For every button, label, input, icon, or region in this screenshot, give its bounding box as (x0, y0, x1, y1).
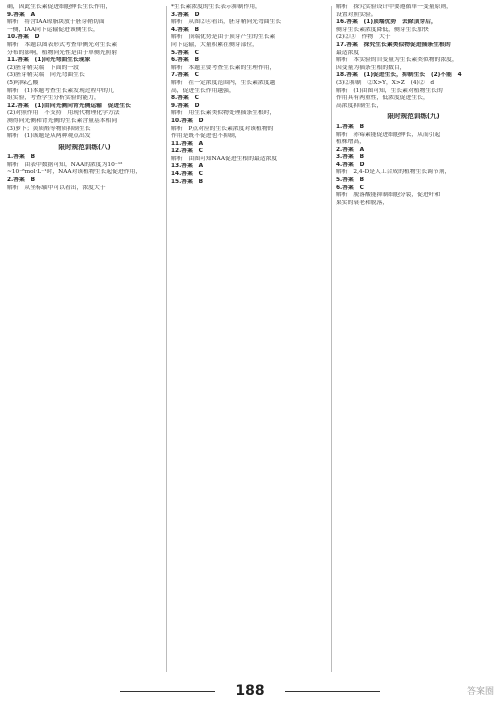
text-line: 最适浓度 (336, 49, 360, 56)
answer-line: 5.答案 C (171, 49, 199, 56)
answer-line: 10.答案 D (7, 34, 40, 41)
text-line: 作用是既不促进也不抑制， (171, 133, 241, 140)
text-line: 解析 由表中数据可知，NAA的浓度为10⁻¹² (7, 161, 123, 168)
text-line: 因变量为插条生根的数目， (336, 64, 406, 71)
text-line: (5)吲哚乙酸 (7, 79, 39, 86)
text-line: (2)对照作用 不支持 用现代物理化学方法 (7, 110, 120, 117)
answer-line: 12.答案 (1)由向光侧向背光侧运输 促进生长 (7, 102, 131, 109)
text-line: 向下运输，大量积累在侧芽部位， (171, 41, 258, 48)
section-heading: 限时规范训练(九) (387, 113, 440, 121)
text-line: (3)胚芽鞘尖端 向光弯曲生长 (7, 72, 85, 79)
text-line: 解析 用生长素类似物处理插条生根时， (171, 110, 276, 117)
text-line: (2)②③ 作物 大于 (336, 34, 391, 41)
footer-rule (285, 691, 380, 692)
text-line: (3)②抑制 ②X>Y，X>Z (4)② d (336, 79, 435, 86)
answer-line: 12.答案 C (171, 148, 203, 155)
text-line: 组实验，考查学生分析实验的能力， (7, 95, 100, 102)
text-line: 解析 在一定浓度范围内，生长素浓度越 (171, 79, 276, 86)
column-right (336, 4, 491, 676)
answer-line: 7.答案 C (171, 72, 199, 79)
column-divider (331, 6, 332, 672)
answer-line: 13.答案 A (171, 163, 204, 170)
text-line: (2)胚芽鞘尖端 下面的一段 (7, 64, 79, 71)
text-line: 解析 P点对应的生长素浓度对该植物的 (171, 125, 274, 132)
watermark-logo: 答案圈 (466, 687, 494, 697)
answer-line: 6.答案 B (171, 57, 200, 64)
answer-line: 18.答案 (1)促进生长，抑制生长 (2)不能 4 (336, 72, 462, 79)
text-line: 解析 从坐标轴中可以看出，浓度大于 (7, 184, 106, 191)
answer-line: 17.答案 探究生长素类似物促进插条生根的 (336, 41, 451, 48)
answer-line: 4.答案 D (336, 161, 365, 168)
answer-line: 14.答案 C (171, 171, 203, 178)
answer-line: 6.答案 C (336, 184, 364, 191)
text-line: 作用具有两重性，低浓度促进生长， (336, 95, 429, 102)
answer-line: 2.答案 A (336, 146, 365, 153)
answer-line: 5.答案 B (336, 177, 365, 184)
text-line: 高浓度抑制生长， (336, 102, 383, 109)
section-heading: 限时规范训练(八) (58, 143, 111, 151)
text-line: 植株增高， (336, 139, 365, 146)
text-line: 解析 本题以图表形式考查单侧光对生长素 (7, 41, 118, 48)
answer-line: 11.答案 A (171, 140, 204, 147)
answer-line: 3.答案 D (171, 11, 200, 18)
text-line: 解析 将含IAA琼脂块放于胚芽鞘切面 (7, 19, 105, 26)
text-line: 解析 (1)该题是从两种观点出发 (7, 133, 91, 140)
footer-rule (120, 691, 215, 692)
column-left (7, 4, 162, 676)
answer-line: 1.答案 B (336, 123, 365, 130)
page-number: 188 (235, 683, 265, 699)
text-line: *生长素浓度的生长表示抑制作用， (171, 4, 261, 10)
answer-line: 2.答案 B (7, 177, 36, 184)
text-line: 果实的衰老和脱落， (336, 199, 389, 206)
text-line: ~10⁻⁸mol·L⁻¹时，NAA对该植物生长起促进作用， (7, 169, 142, 176)
text-line: 分布的影响，植物向光性是由于单侧光照射 (7, 49, 118, 56)
text-line: (3)萝卜；黄质醛等物质抑制生长 (7, 125, 91, 132)
text-line: 侧芽生长素浓度降低，侧芽生长加快 (336, 26, 429, 33)
answer-line: 16.答案 (1)顶端优势 去除顶芽后， (336, 19, 437, 26)
answer-line: 1.答案 B (7, 154, 36, 161)
text-line: 解析 从图②④看出，胚芽鞘向光弯曲生长 (171, 19, 282, 26)
answer-line: 11.答案 (1)向光弯曲生长现象 (7, 57, 91, 64)
column-middle (171, 4, 326, 676)
text-line: 确，因此生长素促进细胞伸长生长作用， (7, 4, 112, 10)
text-line: 解析 脱落酸能抑制细胞分裂，促进叶和 (336, 192, 441, 199)
text-line: 解析 2,4-D是人工合成的植物生长调节剂， (336, 169, 451, 176)
answer-line: 3.答案 B (336, 154, 365, 161)
page-footer (0, 680, 500, 702)
column-divider (166, 6, 167, 672)
text-line: 高，促进生长作用越强， (171, 87, 235, 94)
text-line: 解析 本实验的自变量为生长素类似物的浓度， (336, 57, 458, 64)
text-line: 设置对照实验。 (336, 11, 377, 18)
text-line: 解析 探究实验设计中要遵循单一变量原则， (336, 4, 452, 10)
text-line: 解析 (1)由图可知，生长素对植物生长的 (336, 87, 443, 94)
text-line: 解析 由图可知NAA促进生根的最适浓度 (171, 155, 278, 162)
answer-line: 8.答案 C (171, 95, 199, 102)
text-line: 解析 本题主要考查生长素的生理作用， (171, 64, 276, 71)
answer-line: 4.答案 B (171, 26, 200, 33)
text-line: 测得向光侧和背光侧的生长素含量基本相同 (7, 117, 118, 124)
answer-line: 9.答案 A (7, 11, 36, 18)
text-line: 解析 (1)本题考查生长素发现过程中的几 (7, 87, 114, 94)
text-line: 解析 顶端优势是由于顶芽产生的生长素 (171, 34, 276, 41)
answer-line: 10.答案 D (171, 117, 204, 124)
answer-line: 9.答案 D (171, 102, 200, 109)
text-line: 一侧，IAA向下运输促进该侧生长， (7, 26, 99, 33)
answer-line: 15.答案 B (171, 178, 204, 185)
text-line: 解析 赤霉素能促进细胞伸长，从而引起 (336, 131, 441, 138)
